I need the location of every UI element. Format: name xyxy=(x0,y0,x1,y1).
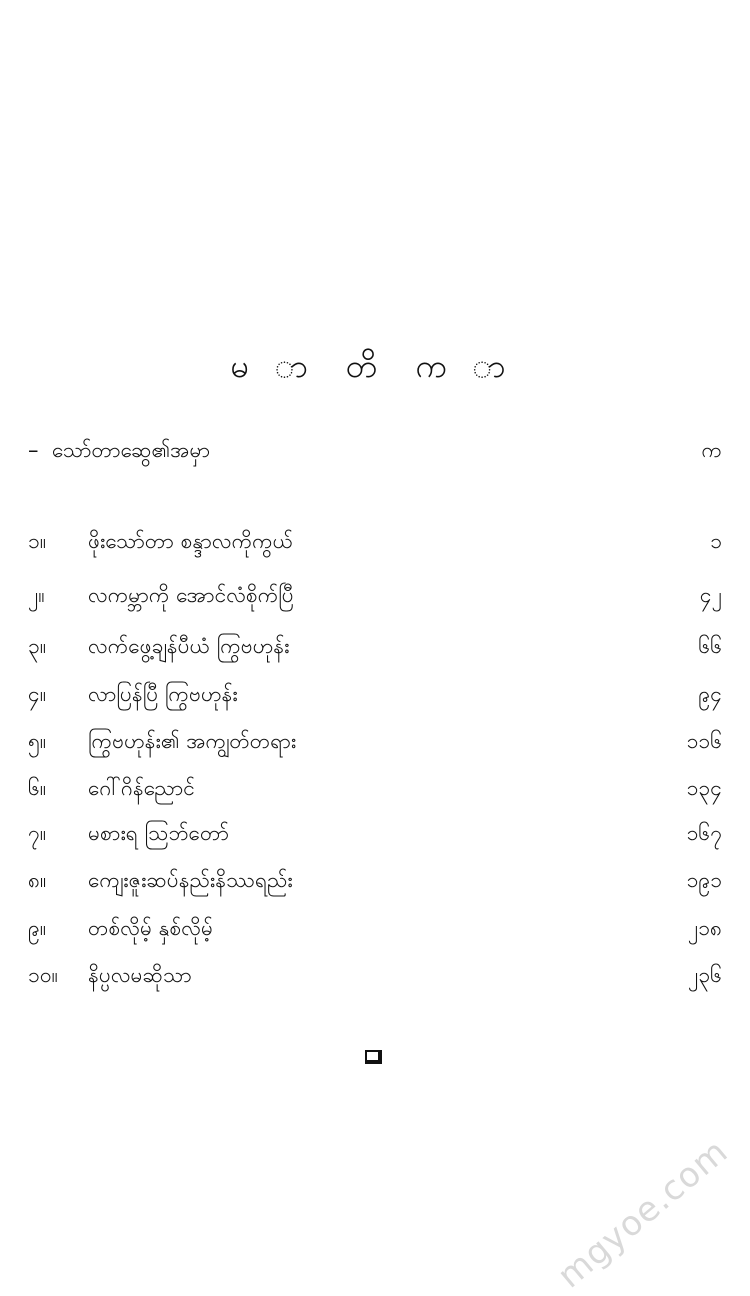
toc-page: ၉၄ xyxy=(698,682,722,706)
toc-row-7 xyxy=(0,815,750,851)
toc-page: ၁ xyxy=(710,529,722,553)
toc-row-9 xyxy=(0,910,750,946)
toc-title: ဖိုးသော်တာ စန္ဒာလကိုကွယ် xyxy=(88,529,294,553)
toc-row-8 xyxy=(0,862,750,898)
toc-row-6 xyxy=(0,770,750,806)
toc-row-10 xyxy=(0,957,750,993)
toc-title: ဂေါ်ဂိန်ညောင် xyxy=(88,776,195,800)
toc-num: ၉။ xyxy=(28,916,47,940)
toc-num: ၂။ xyxy=(28,583,45,607)
toc-page: ၁၉၁ xyxy=(686,868,722,892)
toc-num: ၈။ xyxy=(28,868,47,892)
toc-title: တစ်လိုမ့် နှစ်လိုမ့် xyxy=(88,916,213,940)
toc-page: ၁၆၇ xyxy=(686,821,722,845)
toc-title: လကမ္ဘာကို အောင်လံစိုက်ပြီ xyxy=(88,583,294,607)
toc-page: ၆၆ xyxy=(698,634,722,658)
toc-title: မစားရ ဩဘ်တော် xyxy=(88,821,230,845)
end-square-icon xyxy=(365,1050,382,1064)
intro-page: က xyxy=(701,438,722,462)
intro-title: သော်တာဆွေ၏အမှာ xyxy=(52,438,211,462)
toc-row-5 xyxy=(0,723,750,759)
watermark: mgyoe.com xyxy=(550,1131,736,1296)
toc-page: ၂၁၈ xyxy=(687,916,722,940)
toc-row-3 xyxy=(0,628,750,664)
toc-title: လက်ဖွေ့ချန်ပီယံ ကြွဗဟုန်း xyxy=(88,634,290,658)
toc-page: ၁၁၆ xyxy=(686,729,722,753)
toc-num: ၁၀။ xyxy=(28,963,58,987)
toc-intro-row xyxy=(0,432,750,468)
page-title: မ ာ တိ က ာ xyxy=(230,347,520,385)
toc-row-4 xyxy=(0,676,750,712)
toc-title: နိပ္ပလမဆိုသာ xyxy=(88,963,192,987)
toc-page: ၄၂ xyxy=(699,583,722,607)
toc-title: ကြွဗဟုန်း၏ အကျွတ်တရား xyxy=(88,729,297,753)
toc-row-1 xyxy=(0,523,750,559)
toc-title: လာပြန်ပြီ ကြွဗဟုန်း xyxy=(88,682,238,706)
toc-num: ၅။ xyxy=(28,729,47,753)
toc-title: ကျေးဇူးဆပ်နည်းနိဿရည်း xyxy=(88,868,293,892)
toc-page: ၁၃၄ xyxy=(686,776,722,800)
toc-row-2 xyxy=(0,577,750,613)
toc-num: ၇။ xyxy=(28,821,47,845)
toc-page: ၂၃၆ xyxy=(688,963,722,987)
toc-num: ၁။ xyxy=(28,529,47,553)
toc-num: ၆။ xyxy=(28,776,47,800)
intro-dash: – xyxy=(28,438,39,462)
toc-num: ၄။ xyxy=(28,682,47,706)
toc-num: ၃။ xyxy=(28,634,47,658)
